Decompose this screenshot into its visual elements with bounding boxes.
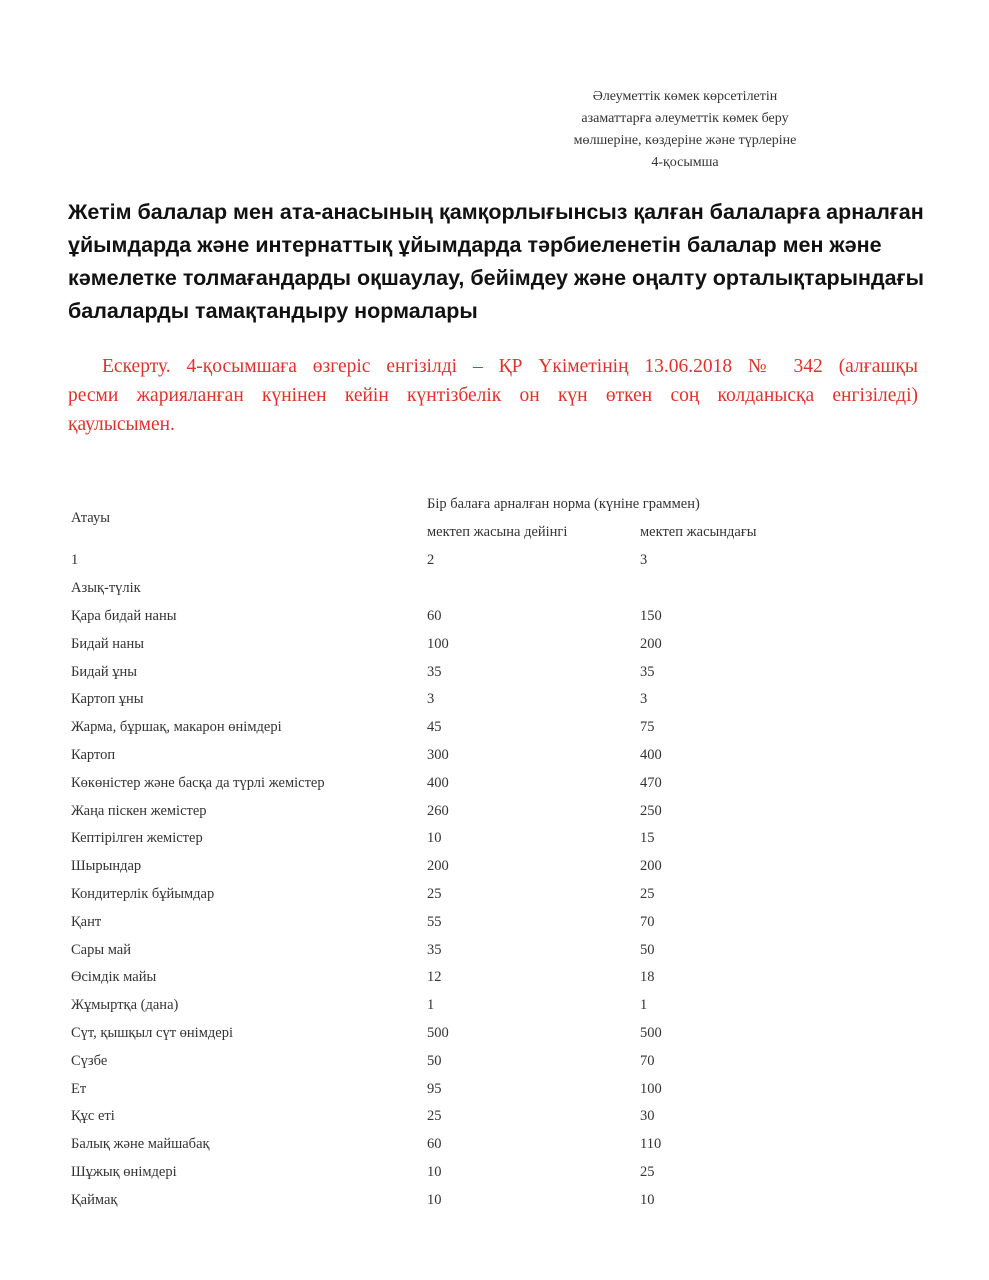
food-name: Өсімдік майы <box>71 969 157 985</box>
document-title <box>68 196 928 328</box>
preschool-norm: 25 <box>427 886 442 902</box>
school-norm: 25 <box>640 1164 655 1180</box>
preschool-norm: 260 <box>427 803 449 819</box>
food-name: Ет <box>71 1081 87 1097</box>
food-name: Шырындар <box>71 858 142 874</box>
school-norm: 400 <box>640 747 662 763</box>
food-name: Жаңа піскен жемістер <box>71 803 207 819</box>
preschool-norm: 95 <box>427 1081 442 1097</box>
school-norm: 15 <box>640 830 655 846</box>
food-name: Кондитерлік бұйымдар <box>71 886 215 902</box>
preschool-norm: 10 <box>427 1192 442 1208</box>
preschool-norm: 500 <box>427 1025 449 1041</box>
column-number: 1 <box>71 552 79 568</box>
preschool-norm: 60 <box>427 1136 442 1152</box>
preschool-norm: 35 <box>427 942 442 958</box>
preschool-norm: 10 <box>427 830 442 846</box>
school-norm: 200 <box>640 636 662 652</box>
school-norm: 200 <box>640 858 662 874</box>
school-norm: 30 <box>640 1108 655 1124</box>
food-name: Бидай наны <box>71 636 144 652</box>
food-name: Көкөністер және басқа да түрлі жемістер <box>71 775 325 791</box>
preschool-norm: 50 <box>427 1053 442 1069</box>
column-number: 2 <box>427 552 435 568</box>
food-name: Бидай ұны <box>71 664 138 680</box>
title-line: Жетім балалар мен ата-анасының қамқорлығынсыз қалған балаларға арналған <box>68 200 924 224</box>
school-norm: 25 <box>640 886 655 902</box>
school-norm: 70 <box>640 914 655 930</box>
amendment-note[interactable] <box>68 352 918 439</box>
school-norm: 70 <box>640 1053 655 1069</box>
title-line: кәмелетке толмағандарды оқшаулау, бейімдеу және оңалту орталықтарындағы <box>68 266 924 290</box>
title-line: балаларды тамақтандыру нормалары <box>68 299 478 323</box>
school-norm: 150 <box>640 608 662 624</box>
header-preschool: мектеп жасына дейінгі <box>427 524 568 540</box>
preschool-norm: 45 <box>427 719 442 735</box>
title-line: ұйымдарда және интернаттық ұйымдарда тәрбиеленетін балалар мен және <box>68 233 882 257</box>
food-name: Жарма, бұршақ, макарон өнімдері <box>71 719 282 735</box>
school-norm: 10 <box>640 1192 655 1208</box>
annex-line: мөлшеріне, көздеріне және түрлеріне <box>573 133 797 148</box>
food-name: Шұжық өнімдері <box>71 1164 177 1180</box>
annex-line: Әлеуметтік көмек көрсетілетін <box>592 89 778 104</box>
food-name: Құс еті <box>71 1108 115 1124</box>
header-name: Атауы <box>71 510 110 526</box>
section-label: Азық-түлік <box>71 580 141 596</box>
school-norm: 110 <box>640 1136 662 1152</box>
food-name: Сүт, қышқыл сүт өнімдері <box>71 1025 233 1041</box>
header-norm: Бір балаға арналған норма (күніне граммен) <box>427 496 700 512</box>
annex-caption <box>520 86 850 174</box>
note-line: қаулысымен. <box>68 414 175 435</box>
preschool-norm: 10 <box>427 1164 442 1180</box>
preschool-norm: 400 <box>427 775 449 791</box>
food-name: Қаймақ <box>71 1192 118 1208</box>
annex-number: 4-қосымша <box>651 155 719 170</box>
food-name: Картоп ұны <box>71 691 144 707</box>
column-number: 3 <box>640 552 648 568</box>
school-norm: 1 <box>640 997 648 1013</box>
preschool-norm: 12 <box>427 969 442 985</box>
school-norm: 3 <box>640 691 648 707</box>
food-name: Сүзбе <box>71 1053 108 1069</box>
annex-line: азаматтарға әлеуметтік көмек беру <box>581 111 789 126</box>
school-norm: 100 <box>640 1081 662 1097</box>
food-name: Қара бидай наны <box>71 608 177 624</box>
food-name: Қант <box>71 914 102 930</box>
preschool-norm: 55 <box>427 914 442 930</box>
school-norm: 35 <box>640 664 655 680</box>
school-norm: 75 <box>640 719 655 735</box>
header-school: мектеп жасындағы <box>640 524 757 540</box>
school-norm: 50 <box>640 942 655 958</box>
school-norm: 250 <box>640 803 662 819</box>
note-line: Ескерту. 4-қосымшаға өзгеріс енгізілді – ҚР Үкіметінің 13.06.2018 № 342 (алғашқы <box>102 356 918 377</box>
food-name: Картоп <box>71 747 116 763</box>
preschool-norm: 100 <box>427 636 449 652</box>
food-name: Сары май <box>71 942 131 958</box>
preschool-norm: 60 <box>427 608 442 624</box>
preschool-norm: 25 <box>427 1108 442 1124</box>
food-name: Балық және майшабақ <box>71 1136 210 1152</box>
preschool-norm: 1 <box>427 997 435 1013</box>
school-norm: 500 <box>640 1025 662 1041</box>
school-norm: 18 <box>640 969 655 985</box>
food-name: Кептірілген жемістер <box>71 830 203 846</box>
preschool-norm: 200 <box>427 858 449 874</box>
note-line: ресми жарияланған күнінен кейін күнтізбелік он күн өткен соң колданысқа енгізіледі) <box>68 385 918 406</box>
preschool-norm: 3 <box>427 691 435 707</box>
school-norm: 470 <box>640 775 662 791</box>
preschool-norm: 300 <box>427 747 449 763</box>
preschool-norm: 35 <box>427 664 442 680</box>
food-name: Жұмыртқа (дана) <box>71 997 179 1013</box>
